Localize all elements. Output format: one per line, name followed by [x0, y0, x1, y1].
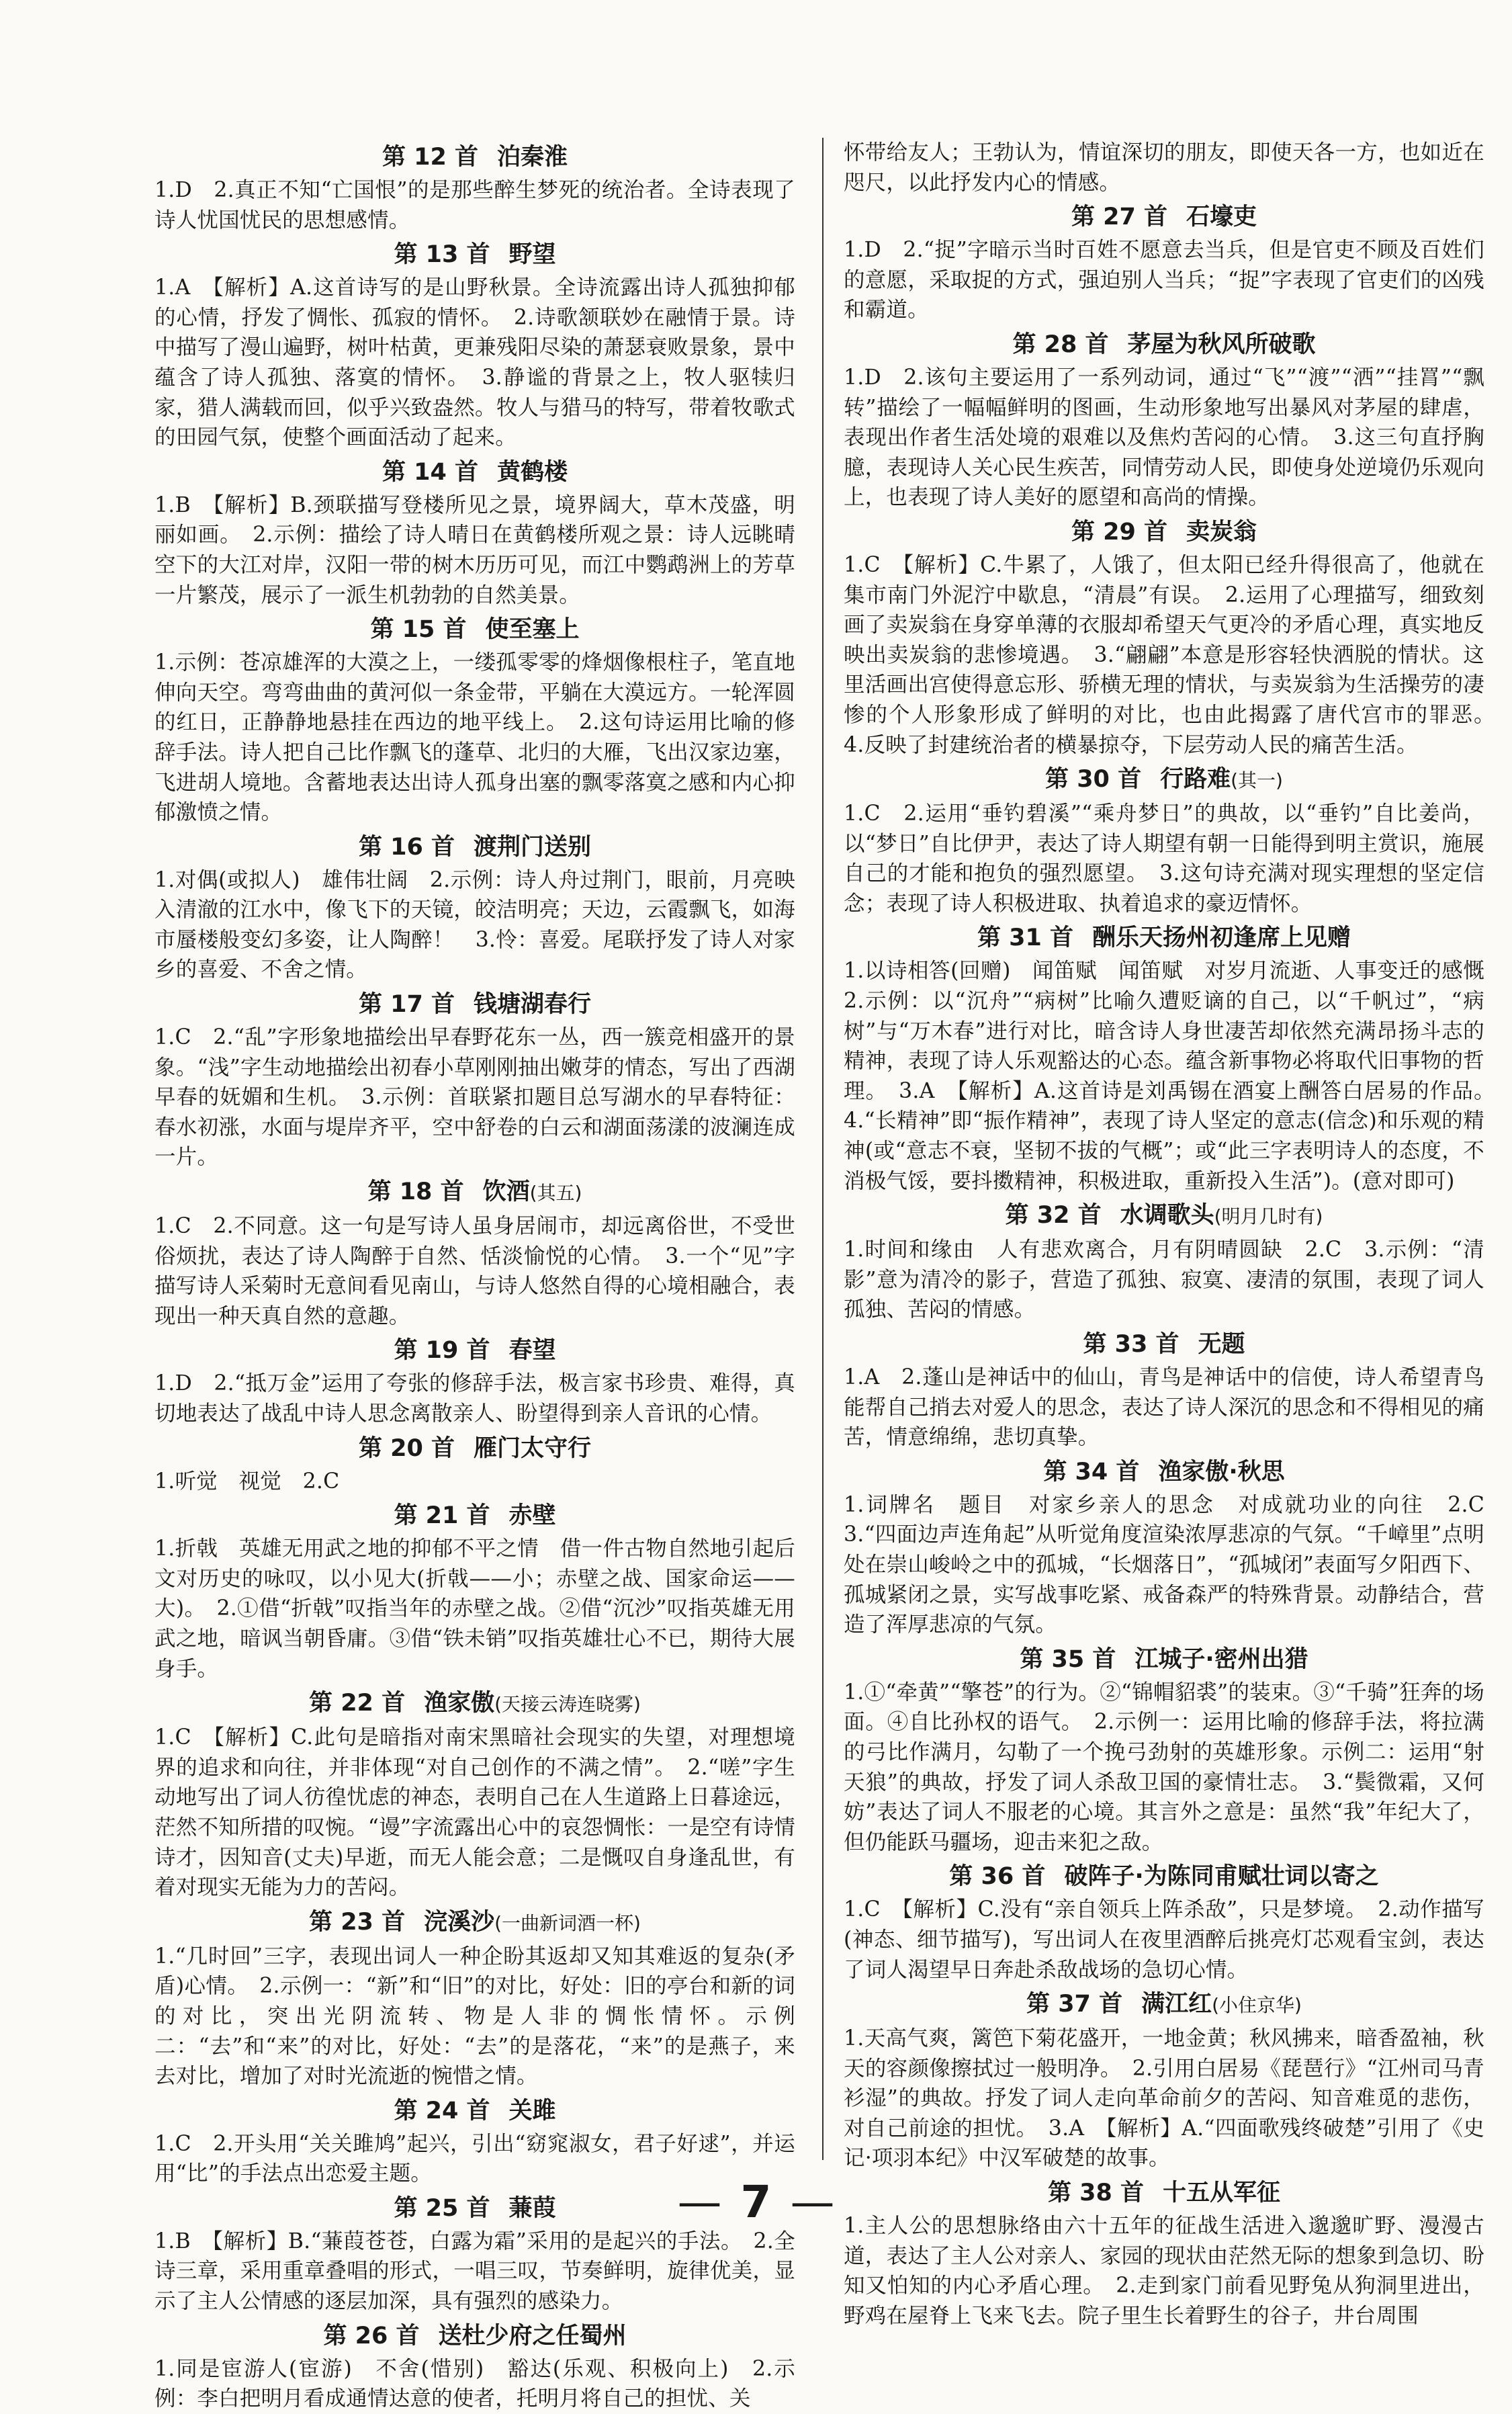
poem-title: 渔家傲 [424, 1690, 495, 1717]
poem-section [844, 1199, 1484, 1325]
answer-text: 1.C 2.不同意。这一句是写诗人虽身居闹市，却远离俗世，不受世俗烦扰，表达了诗人陶醉于自然、恬淡愉悦的心情。 3.一个“见”字描写诗人采菊时无意间看见南山，与诗人悠然自得的心境相融合，表现出一种天真自然的意趣。 [154, 1214, 795, 1328]
answer-text: 1.B 【解析】B.颈联描写登楼所见之景，境界阔大，草木茂盛，明丽如画。 2.示例：描绘了诗人晴日在黄鹤楼所观之景：诗人远眺晴空下的大江对岸，汉阳一带的树木历历可见，而江中鹦鹉洲上的芳草一片繁茂，展示了一派生机勃勃的自然美景。 [154, 492, 795, 607]
answer-text: 1.A 【解析】A.这首诗写的是山野秋景。全诗流露出诗人孤独抑郁的心情，抒发了惆怅、孤寂的情怀。 2.诗歌颔联妙在融情于景。诗中描写了漫山遍野，树叶枯黄，更兼残阳尽染的萧瑟衰败景象，景中蕴含了诗人孤独、落寞的情怀。 3.静谧的背景之上，牧人驱犊归家，猎人满载而回，似乎兴致盎然。牧人与猎马的特写，带着牧歌式的田园气氛，使整个画面活动了起来。 [154, 275, 795, 450]
poem-heading [154, 1334, 795, 1367]
poem-subtitle: (其五) [529, 1182, 582, 1205]
poem-subtitle: (天接云涛连晓雾) [494, 1693, 641, 1716]
poem-section [154, 1686, 795, 1903]
page-dash-left: — [677, 2176, 722, 2228]
poem-title: 黄鹤楼 [497, 458, 568, 486]
poem-heading [154, 456, 795, 489]
poem-heading [844, 200, 1484, 234]
answer-text: 1.D 2.该句主要运用了一系列动词，通过“飞”“渡”“洒”“挂罥”“飘转”描绘了一幅幅鲜明的图画，生动形象地写出暴风对茅屋的肆虐，表现出作者生活处境的艰难以及焦灼苦闷的心情。 3.这三句直抒胸臆，表现诗人关心民生疾苦，同情劳动人民，即使身处逆境仍乐观向上，也表现了诗人美好的愿望和高尚的情操。 [844, 365, 1484, 510]
poem-title: 泊秦淮 [497, 144, 568, 171]
poem-number: 第 28 首 [1012, 331, 1109, 358]
answer-text: 1.C 【解析】C.牛累了，人饿了，但太阳已经升得很高了，他就在集市南门外泥泞中歇息，“清晨”有误。 2.运用了心理描写，细致刻画了卖炭翁在身穿单薄的衣服却希望天气更冷的矛盾心理，真实地反映出卖炭翁的悲惨境遇。 3.“翩翩”本意是形容轻快洒脱的情状。这里活画出宫使得意忘形、骄横无理的情状，与卖炭翁为生活操劳的凄惨的个人形象形成了鲜明的对比，也由此揭露了唐代宫市的罪恶。 4.反映了封建统治者的横暴掠夺，下层劳动人民的痛苦生活。 [844, 552, 1506, 757]
poem-heading [844, 1987, 1484, 2022]
poem-section [154, 1905, 795, 2092]
poem-title: 钱塘湖春行 [474, 991, 592, 1019]
answer-text: 1.C 2.开头用“关关雎鸠”起兴，引出“窈窕淑女，君子好逑”，并运用“比”的手法点出恋爱主题。 [154, 2131, 795, 2186]
answer-text: 1.同是宦游人(宦游) 不舍(惜别) 豁达(乐观、积极向上) 2.示例：李白把明月看成通情达意的使者，托明月将自己的担忧、关 [154, 2356, 795, 2411]
poem-number: 第 25 首 [394, 2194, 490, 2222]
poem-number: 第 16 首 [358, 833, 455, 861]
poem-number: 第 26 首 [323, 2322, 420, 2350]
answer-text: 1.A 2.蓬山是神话中的仙山，青鸟是神话中的信使，诗人希望青鸟能帮自己捎去对爱人的思念，表达了诗人深沉的思念和不得相见的痛苦，情意绵绵，悲切真挚。 [844, 1365, 1484, 1450]
answer-text: 1.示例：苍凉雄浑的大漠之上，一缕孤零零的烽烟像根柱子，笔直地伸向天空。弯弯曲曲的黄河似一条金带，平躺在大漠远方。一轮浑圆的红日，正静静地悬挂在西边的地平线上。 2.这句诗运用比喻的修辞手法。诗人把自己比作飘飞的蓬草、北归的大雁，飞出汉家边塞，飞进胡人境地。含蓄地表达出诗人孤身出塞的飘零落寞之感和内心抑郁激愤之情。 [154, 650, 795, 825]
answer-text: 1.天高气爽，篱笆下菊花盛开，一地金黄；秋风拂来，暗香盈袖，秋天的容颜像擦拭过一般明净。 2.引用白居易《琵琶行》“江州司马青衫湿”的典故。抒发了词人走向革命前夕的苦闷、知音难觅的悲伤，对自己前途的担忧。 3.A 【解析】A.“四面歌残终破楚”引用了《史记·项羽本纪》中汉军破楚的故事。 [844, 2026, 1484, 2171]
poem-section [844, 1643, 1484, 1858]
answer-text: 1.以诗相答(回赠) 闻笛赋 闻笛赋 对岁月流逝、人事变迁的感慨 2.示例：以“沉舟”“病树”比喻久遭贬谪的自己，以“千帆过”，“病树”与“万木春”进行对比，暗含诗人身世凄苦却依然充满昂扬斗志的精神，表现了诗人乐观豁达的心态。蕴含新事物必将取代旧事物的哲理。 3.A 【解析】A.这首诗是刘禹锡在酒宴上酬答白居易的作品。 4.“长精神”即“振作精神”，表现了诗人坚定的意志(信念)和乐观的精神(或“意志不衰，坚韧不拔的气概”；或“此三字表明诗人的态度，不消极气馁，要抖擞精神，积极进取，重新投入生活”)。(意对即可) [844, 959, 1506, 1193]
poem-heading [154, 238, 795, 271]
answer-text: 1.“几时回”三字，表现出词人一种企盼其返却又知其难返的复杂(矛盾)心情。 2.示例一：“新”和“旧”的对比，好处：旧的亭台和新的词的对比，突出光阴流转、物是人非的惆怅情怀。示例二：“去”和“来”的对比，好处：“去”的是落花，“来”的是燕子，来去对比，增加了对时光流逝的惋惜之情。 [154, 1944, 795, 2089]
poem-title: 送杜少府之任蜀州 [438, 2322, 627, 2350]
poem-heading [154, 1175, 795, 1210]
poem-number: 第 29 首 [1071, 518, 1168, 546]
answer-text: 1.时间和缘由 人有悲欢离合，月有阴晴圆缺 2.C 3.示例：“清影”意为清冷的影子，营造了孤独、寂寞、凄清的氛围，表现了词人孤独、苦闷的情感。 [844, 1238, 1484, 1322]
poem-subtitle: (一曲新词酒一杯) [494, 1911, 641, 1934]
poem-title: 十五从军征 [1163, 2180, 1281, 2207]
poem-subtitle: (其一) [1231, 769, 1283, 792]
page-number-value: 7 [740, 2176, 772, 2228]
poem-title: 无题 [1198, 1331, 1245, 1358]
answer-page [154, 138, 1506, 2411]
poem-heading [154, 1432, 795, 1465]
poem-title: 渔家傲·秋思 [1158, 1458, 1285, 1485]
poem-subtitle: (明月几时有) [1214, 1205, 1323, 1228]
poem-number: 第 32 首 [1005, 1202, 1102, 1230]
poem-number: 第 31 首 [977, 924, 1074, 952]
poem-number: 第 15 首 [370, 616, 467, 644]
poem-number: 第 14 首 [382, 458, 479, 486]
poem-heading [844, 1860, 1484, 1893]
poem-title: 满江红 [1141, 1991, 1212, 2018]
poem-heading [154, 140, 795, 174]
poem-title: 破阵子·为陈同甫赋壮词以寄之 [1064, 1863, 1379, 1891]
poem-section [154, 238, 795, 453]
poem-section [844, 515, 1506, 760]
poem-title: 饮酒 [482, 1178, 530, 1206]
poem-title: 卖炭翁 [1186, 518, 1257, 546]
poem-number: 第 24 首 [394, 2097, 490, 2124]
poem-heading [844, 763, 1484, 798]
answer-text: 1.D 2.“抵万金”运用了夸张的修辞手法，极言家书珍贵、难得，真切地表达了战乱中诗人思念离散亲人、盼望得到亲人音讯的心情。 [154, 1371, 795, 1426]
answer-text: 1.C 【解析】C.没有“亲自领兵上阵杀敌”，只是梦境。 2.动作描写(神态、细节描写)，写出词人在夜里酒醉后挑亮灯芯观看宝剑，表达了词人渴望早日奔赴杀敌战场的急切心情。 [844, 1897, 1484, 1982]
poem-heading [844, 515, 1484, 549]
poem-section [844, 328, 1484, 513]
poem-number: 第 19 首 [394, 1337, 490, 1365]
right-column [822, 138, 1506, 2328]
answer-text: 1.C 2.运用“垂钓碧溪”“乘舟梦日”的典故，以“垂钓”自比姜尚，以“梦日”自比伊尹，表达了诗人期望有朝一日能得到明主赏识，施展自己的才能和抱负的强烈愿望。 3.这句诗充满对现实理想的坚定信念；表现了诗人积极进取、执着追求的豪迈情怀。 [844, 802, 1484, 916]
poem-number: 第 38 首 [1047, 2180, 1145, 2207]
poem-number: 第 35 首 [1020, 1645, 1116, 1673]
poem-heading [844, 921, 1484, 955]
poem-heading [844, 1199, 1484, 1234]
answer-text: 1.主人公的思想脉络由六十五年的征战生活进入邈邈旷野、漫漫古道，表达了主人公对亲人、家园的现状由茫然无际的想象到急切、盼知又怕知的内心矛盾心理。 2.走到家门前看见野兔从狗洞里进出，野鸡在屋脊上飞来飞去。院子里生长着野生的谷子，井台周围 [844, 2214, 1484, 2328]
poem-heading [844, 1455, 1484, 1489]
poem-section [154, 2094, 795, 2189]
answer-text: 1.折戟 英雄无用武之地的抑郁不平之情 借一件古物自然地引起后文对历史的咏叹，以小见大(折戟——小；赤壁之战、国家命运——大)。 2.①借“折戟”叹指当年的赤壁之战。②借“沉沙”叹指英雄无用武之地，暗讽当朝昏庸。③借“铁未销”叹指英雄壮心不已，期待大展身手。 [154, 1537, 795, 1681]
poem-number: 第 17 首 [358, 991, 455, 1019]
poem-title: 关雎 [508, 2097, 556, 2124]
answer-text: 1.听觉 视觉 2.C [154, 1469, 340, 1494]
poem-title: 春望 [508, 1337, 556, 1365]
poem-section [154, 830, 795, 985]
poem-heading [154, 613, 795, 646]
poem-title: 野望 [508, 241, 556, 269]
poem-number: 第 12 首 [382, 144, 479, 171]
left-column [154, 138, 799, 2411]
answer-text: 1.C 【解析】C.此句是暗指对南宋黑暗社会现实的失望，对理想境界的追求和向往，并非体现“对自己创作的不满之情”。 2.“嗟”字生动地写出了词人彷徨忧虑的神态，表明自己在人生道路上日暮途远，茫然不知所措的叹惋。“谩”字流露出心中的哀怨惆怅：一是空有诗情诗才，因知音(丈夫)早逝，而无人能会意；二是慨叹自身逢乱世，有着对现实无能为力的苦闷。 [154, 1725, 795, 1900]
poem-heading [844, 328, 1484, 361]
poem-number: 第 30 首 [1045, 766, 1142, 793]
poem-title: 使至塞上 [485, 616, 580, 644]
answer-text: 1.D 2.真正不知“亡国恨”的是那些醉生梦死的统治者。全诗表现了诗人忧国忧民的思想感情。 [154, 178, 795, 232]
answer-text: 1.对偶(或拟人) 雄伟壮阔 2.示例：诗人舟过荆门，眼前，月亮映入清澈的江水中，像飞下的天镜，皎洁明亮；天边，云霞飘飞，如海市蜃楼般变幻多姿，让人陶醉！ 3.怜：喜爱。尾联抒发了诗人对家乡的喜爱、不舍之情。 [154, 867, 795, 982]
poem-section [844, 1860, 1484, 1985]
poem-heading [844, 1643, 1484, 1676]
poem-number: 第 22 首 [309, 1690, 406, 1717]
poem-subtitle: (小住京华) [1212, 1994, 1302, 2017]
poem-number: 第 23 首 [309, 1908, 406, 1936]
poem-section [844, 1987, 1484, 2173]
poem-title: 行路难 [1160, 766, 1231, 793]
poem-title: 赤壁 [508, 1502, 556, 1530]
poem-section [844, 200, 1484, 325]
poem-title: 渡荆门送别 [474, 833, 592, 861]
poem-number: 第 18 首 [367, 1178, 464, 1206]
poem-section [154, 1499, 795, 1684]
poem-number: 第 33 首 [1083, 1331, 1180, 1358]
poem-title: 茅屋为秋风所破歌 [1127, 331, 1316, 358]
answer-text: 1.词牌名 题目 对家乡亲人的思念 对成就功业的向往 2.C 3.“四面边声连角起”从听觉角度渲染浓厚悲凉的气氛。“千嶂里”点明处在崇山峻岭之中的孤城，“长烟落日”，“孤城闭”表面写夕阳西下、孤城紧闭之景，实写战事吃紧、戒备森严的特殊背景。动静结合，营造了浑厚悲凉的气氛。 [844, 1492, 1506, 1637]
poem-section [844, 921, 1506, 1196]
poem-number: 第 20 首 [358, 1434, 455, 1462]
poem-number: 第 36 首 [949, 1863, 1046, 1891]
poem-heading [154, 1905, 795, 1940]
answer-text: 1.①“牵黄”“擎苍”的行为。②“锦帽貂裘”的装束。③“千骑”狂奔的场面。④自比孙权的语气。 2.示例一：运用比喻的修辞手法，将拉满的弓比作满月，勾勒了一个挽弓劲射的英雄形象。示例二：运用“射天狼”的典故，抒发了词人杀敌卫国的豪情壮志。 3.“鬓微霜，又何妨”表达了词人不服老的心境。其言外之意是：虽然“我”年纪大了，但仍能跃马疆场，迎击来犯之敌。 [844, 1680, 1484, 1854]
answer-text: 1.B 【解析】B.“蒹葭苍苍，白露为霜”采用的是起兴的手法。 2.全诗三章，采用重章叠唱的形式，一唱三叹，节奏鲜明，旋律优美，显示了主人公情感的逐层加深，具有强烈的感染力。 [154, 2229, 795, 2314]
poem-title: 浣溪沙 [424, 1908, 495, 1936]
poem-title: 酬乐天扬州初逢席上见赠 [1092, 924, 1351, 952]
page-number [0, 2175, 1512, 2229]
continued-text: 怀带给友人；王勃认为，情谊深切的朋友，即使天各一方，也如近在咫尺，以此抒发内心的情感。 [844, 140, 1484, 195]
poem-section [844, 1328, 1484, 1453]
poem-section [154, 1432, 795, 1497]
poem-number: 第 37 首 [1026, 1991, 1123, 2018]
poem-heading [154, 988, 795, 1021]
poem-number: 第 27 首 [1071, 204, 1168, 231]
poem-heading [154, 2319, 795, 2353]
poem-section [154, 988, 795, 1172]
poem-section [154, 613, 795, 828]
poem-title: 江城子·密州出猎 [1135, 1645, 1308, 1673]
poem-number: 第 34 首 [1043, 1458, 1140, 1485]
poem-title: 水调歌头 [1120, 1202, 1214, 1230]
poem-heading [154, 1686, 795, 1721]
poem-heading [154, 830, 795, 864]
poem-section [154, 1175, 795, 1331]
poem-title: 石壕吏 [1186, 204, 1257, 231]
poem-section [154, 456, 795, 610]
poem-title: 蒹葭 [508, 2194, 556, 2222]
answer-text: 1.D 2.“捉”字暗示当时百姓不愿意去当兵，但是官吏不顾及百姓们的意愿，采取捉的方式，强迫别人当兵；“捉”字表现了官吏们的凶残和霸道。 [844, 238, 1484, 322]
poem-section [154, 140, 795, 235]
poem-title: 雁门太守行 [474, 1434, 592, 1462]
poem-section [844, 763, 1484, 918]
answer-text: 1.C 2.“乱”字形象地描绘出早春野花东一丛，西一簇竞相盛开的景象。“浅”字生动地描绘出初春小草刚刚抽出嫩芽的情态，写出了西湖早春的妩媚和生机。 3.示例：首联紧扣题目总写湖水的早春特征：春水初涨，水面与堤岸齐平，空中舒卷的白云和湖面荡漾的波澜连成一片。 [154, 1025, 795, 1170]
poem-heading [844, 1328, 1484, 1361]
poem-section [154, 1334, 795, 1428]
poem-number: 第 21 首 [394, 1502, 490, 1530]
poem-heading [154, 2094, 795, 2128]
poem-section [154, 2319, 795, 2414]
poem-number: 第 13 首 [394, 241, 490, 269]
page-dash-right: — [790, 2176, 835, 2228]
poem-heading [154, 1499, 795, 1533]
poem-section [844, 1455, 1506, 1640]
